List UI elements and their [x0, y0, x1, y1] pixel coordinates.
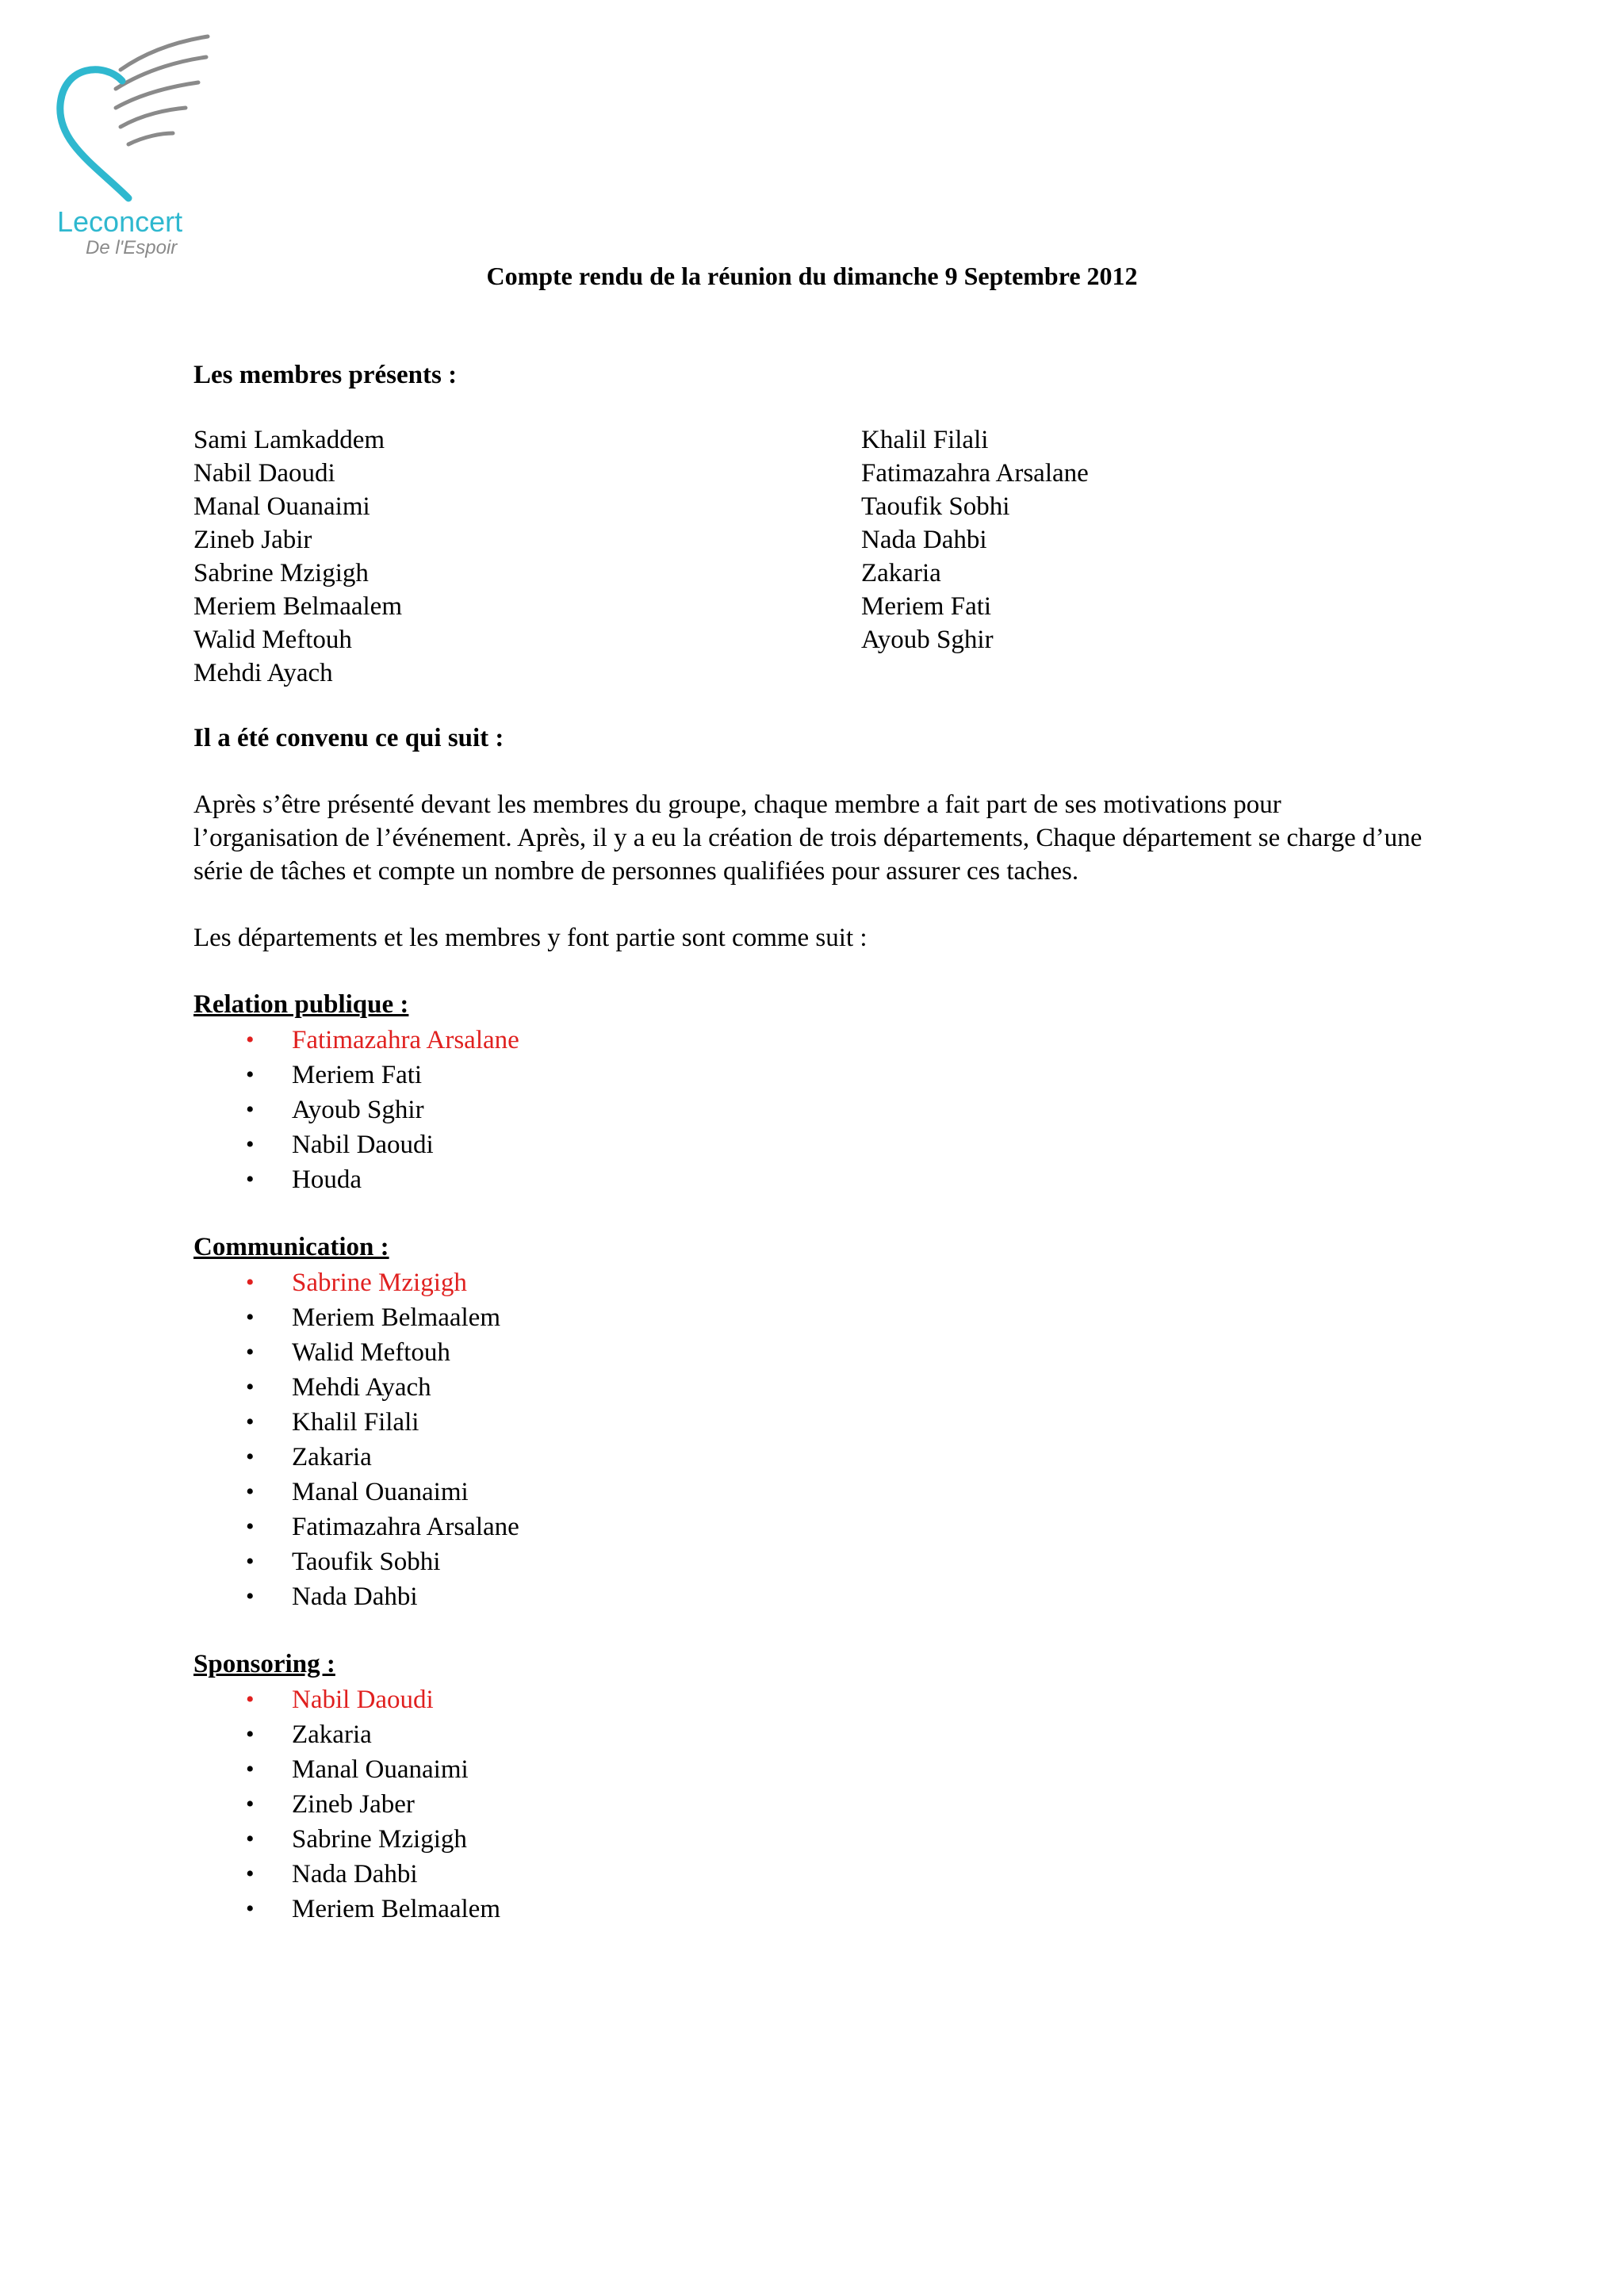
member-name: Nabil Daoudi: [193, 459, 335, 488]
department-lead-item: [193, 1265, 1431, 1300]
department-member-name: Nada Dahbi: [292, 1582, 418, 1611]
department-member-list: [193, 1682, 1431, 1927]
department-member-name: Khalil Filali: [292, 1408, 419, 1437]
member-name: Nada Dahbi: [861, 526, 987, 554]
department-member-item: [193, 1822, 1431, 1857]
department-title: Communication :: [193, 1233, 389, 1261]
logo-text-line2: De l'Espoir: [86, 237, 178, 258]
bullet-icon: •: [246, 1721, 255, 1747]
bullet-icon: •: [246, 1861, 255, 1887]
member-name: Meriem Fati: [861, 592, 992, 621]
department-member-item: [193, 1579, 1431, 1614]
bullet-icon: •: [246, 1791, 255, 1817]
department-member-item: [193, 1510, 1431, 1544]
department-member-item: [193, 1787, 1431, 1822]
member-name: Zineb Jabir: [193, 526, 312, 554]
document-body: [193, 358, 1431, 1927]
department-member-item: [193, 1162, 1431, 1197]
concert-logo: [49, 32, 217, 263]
department-member-name: Sabrine Mzigigh: [292, 1825, 467, 1854]
department-member-item: [193, 1093, 1431, 1127]
member-name: Mehdi Ayach: [193, 659, 333, 687]
department-member-name: Fatimazahra Arsalane: [292, 1513, 519, 1541]
departments-section: [193, 988, 1431, 1927]
wings-icon: [116, 36, 208, 144]
intro-paragraph: Après s’être présenté devant les membres du groupe, chaque membre a fait part de ses motivations pour l’organisation de l’événement. Après, il y a eu la création de trois départements, Chaque département se charge d’une série de tâches et compte un nombre de personnes qualifiées pour assurer ces taches.: [193, 790, 1423, 886]
department-member-name: Zakaria: [292, 1443, 372, 1471]
department-block: [193, 988, 1431, 1197]
members-heading: Les membres présents :: [193, 361, 458, 389]
member-name: Zakaria: [861, 559, 941, 587]
department-member-item: [193, 1300, 1431, 1335]
bullet-icon: •: [246, 1513, 255, 1540]
department-member-name: Taoufik Sobhi: [292, 1548, 441, 1576]
bullet-icon: •: [246, 1269, 255, 1295]
department-title: Sponsoring :: [193, 1650, 335, 1678]
department-member-list: [193, 1023, 1431, 1197]
department-member-item: [193, 1544, 1431, 1579]
department-member-name: Zineb Jaber: [292, 1790, 415, 1819]
department-member-name: Mehdi Ayach: [292, 1373, 431, 1402]
department-member-item: [193, 1127, 1431, 1162]
bullet-icon: •: [246, 1548, 255, 1575]
bullet-icon: •: [246, 1131, 255, 1158]
member-name: Sabrine Mzigigh: [193, 559, 369, 587]
department-member-name: Nada Dahbi: [292, 1860, 418, 1888]
bullet-icon: •: [246, 1896, 255, 1922]
department-block: [193, 1230, 1431, 1614]
bullet-icon: •: [246, 1409, 255, 1435]
department-member-name: Meriem Belmaalem: [292, 1303, 500, 1332]
department-member-name: Manal Ouanaimi: [292, 1755, 469, 1784]
bullet-icon: •: [246, 1027, 255, 1053]
bullet-icon: •: [246, 1444, 255, 1470]
department-member-name: Walid Meftouh: [292, 1338, 450, 1367]
bullet-icon: •: [246, 1686, 255, 1712]
departments-intro: Les départements et les membres y font partie sont comme suit :: [193, 924, 868, 952]
bullet-icon: •: [246, 1304, 255, 1330]
department-lead-item: [193, 1682, 1431, 1717]
page-title: Compte rendu de la réunion du dimanche 9 Septembre 2012: [486, 262, 1138, 290]
member-name: Sami Lamkaddem: [193, 426, 385, 454]
department-member-item: [193, 1370, 1431, 1405]
department-member-item: [193, 1892, 1431, 1927]
member-name: Taoufik Sobhi: [861, 492, 1010, 521]
bullet-icon: •: [246, 1166, 255, 1192]
bullet-icon: •: [246, 1479, 255, 1505]
member-name: Walid Meftouh: [193, 626, 352, 654]
bullet-icon: •: [246, 1826, 255, 1852]
department-member-name: Nabil Daoudi: [292, 1686, 434, 1714]
bullet-icon: •: [246, 1583, 255, 1609]
department-member-name: Fatimazahra Arsalane: [292, 1026, 519, 1054]
department-member-name: Houda: [292, 1165, 362, 1194]
department-member-name: Zakaria: [292, 1720, 372, 1749]
department-member-item: [193, 1752, 1431, 1787]
bullet-icon: •: [246, 1096, 255, 1123]
members-column-left: [193, 423, 861, 690]
department-member-name: Ayoub Sghir: [292, 1096, 424, 1124]
department-member-name: Meriem Belmaalem: [292, 1895, 500, 1923]
department-block: [193, 1647, 1431, 1927]
department-lead-item: [193, 1023, 1431, 1058]
logo-text-line1: Leconcert: [57, 205, 183, 238]
bullet-icon: •: [246, 1374, 255, 1400]
department-title: Relation publique :: [193, 990, 409, 1019]
department-member-item: [193, 1058, 1431, 1093]
department-member-name: Meriem Fati: [292, 1061, 423, 1089]
department-member-item: [193, 1475, 1431, 1510]
bullet-icon: •: [246, 1062, 255, 1088]
department-member-list: [193, 1265, 1431, 1614]
department-member-name: Nabil Daoudi: [292, 1131, 434, 1159]
department-member-name: Sabrine Mzigigh: [292, 1269, 467, 1297]
member-name: Khalil Filali: [861, 426, 989, 454]
department-member-item: [193, 1717, 1431, 1752]
members-list: [193, 423, 1431, 690]
convened-heading: Il a été convenu ce qui suit :: [193, 724, 504, 752]
member-name: Meriem Belmaalem: [193, 592, 402, 621]
bullet-icon: •: [246, 1339, 255, 1365]
member-name: Ayoub Sghir: [861, 626, 994, 654]
department-member-item: [193, 1440, 1431, 1475]
department-member-name: Manal Ouanaimi: [292, 1478, 469, 1506]
bullet-icon: •: [246, 1756, 255, 1782]
department-member-item: [193, 1335, 1431, 1370]
department-member-item: [193, 1857, 1431, 1892]
department-member-item: [193, 1405, 1431, 1440]
member-name: Manal Ouanaimi: [193, 492, 370, 521]
member-name: Fatimazahra Arsalane: [861, 459, 1089, 488]
members-column-right: [861, 423, 1089, 690]
